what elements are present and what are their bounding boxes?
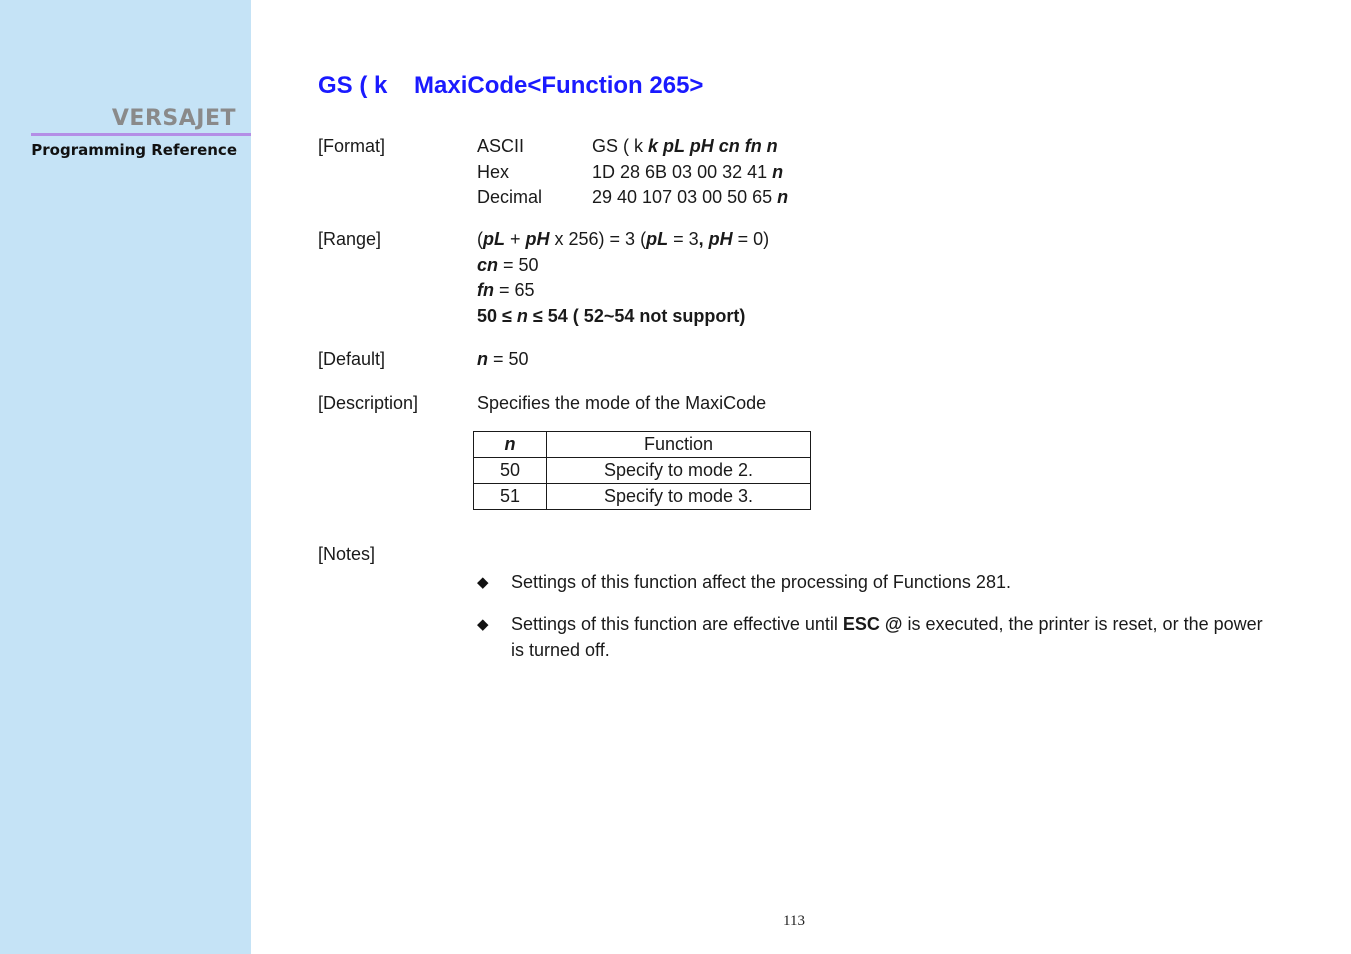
notes-label: [Notes] [318, 544, 376, 564]
format-type-hex: Hex [477, 162, 510, 182]
table-row [474, 484, 811, 510]
description-label: [Description] [318, 393, 419, 413]
brand-logo-text: VERSAJET [111, 106, 236, 131]
brand-subtitle: Programming Reference [31, 141, 237, 159]
sidebar [0, 0, 251, 954]
brand-divider [31, 133, 251, 136]
range-line-1: (pL + pH x 256) = 3 (pL = 3, pH = 0) [477, 229, 770, 249]
table-header-n: n [474, 432, 547, 458]
range-label: [Range] [318, 229, 382, 249]
page-title: GS ( k MaxiCode<Function 265> [318, 72, 704, 99]
format-label: [Format] [318, 136, 386, 156]
table-cell-n: 50 [474, 458, 547, 484]
function-table [473, 431, 811, 510]
format-value-hex: 1D 28 6B 03 00 32 41 n [592, 162, 784, 182]
default-label: [Default] [318, 349, 386, 369]
diamond-bullet-icon: ◆ [477, 616, 489, 633]
format-type-ascii: ASCII [477, 136, 525, 156]
default-value: n = 50 [477, 349, 529, 369]
range-line-fn: fn = 65 [477, 280, 535, 300]
page-number: 113 [783, 913, 805, 929]
diamond-bullet-icon: ◆ [477, 574, 489, 591]
table-cell-n: 51 [474, 484, 547, 510]
table-cell-function: Specify to mode 3. [547, 484, 811, 510]
range-line-n: 50 ≤ n ≤ 54 ( 52~54 not support) [477, 306, 746, 326]
format-value-ascii: GS ( k k pL pH cn fn n [592, 136, 778, 156]
table-row [474, 458, 811, 484]
table-header-function: Function [547, 432, 811, 458]
format-type-decimal: Decimal [477, 187, 543, 207]
format-value-decimal: 29 40 107 03 00 50 65 n [592, 187, 789, 207]
note-item: Settings of this function affect the processing of Functions 281. [511, 572, 1011, 592]
range-line-cn: cn = 50 [477, 255, 539, 275]
description-text: Specifies the mode of the MaxiCode [477, 393, 767, 413]
table-cell-function: Specify to mode 2. [547, 458, 811, 484]
note-item: Settings of this function are effective until ESC @ is executed, the printer is reset, or the power is turned off. [511, 614, 1263, 660]
table-header-row [474, 432, 811, 458]
